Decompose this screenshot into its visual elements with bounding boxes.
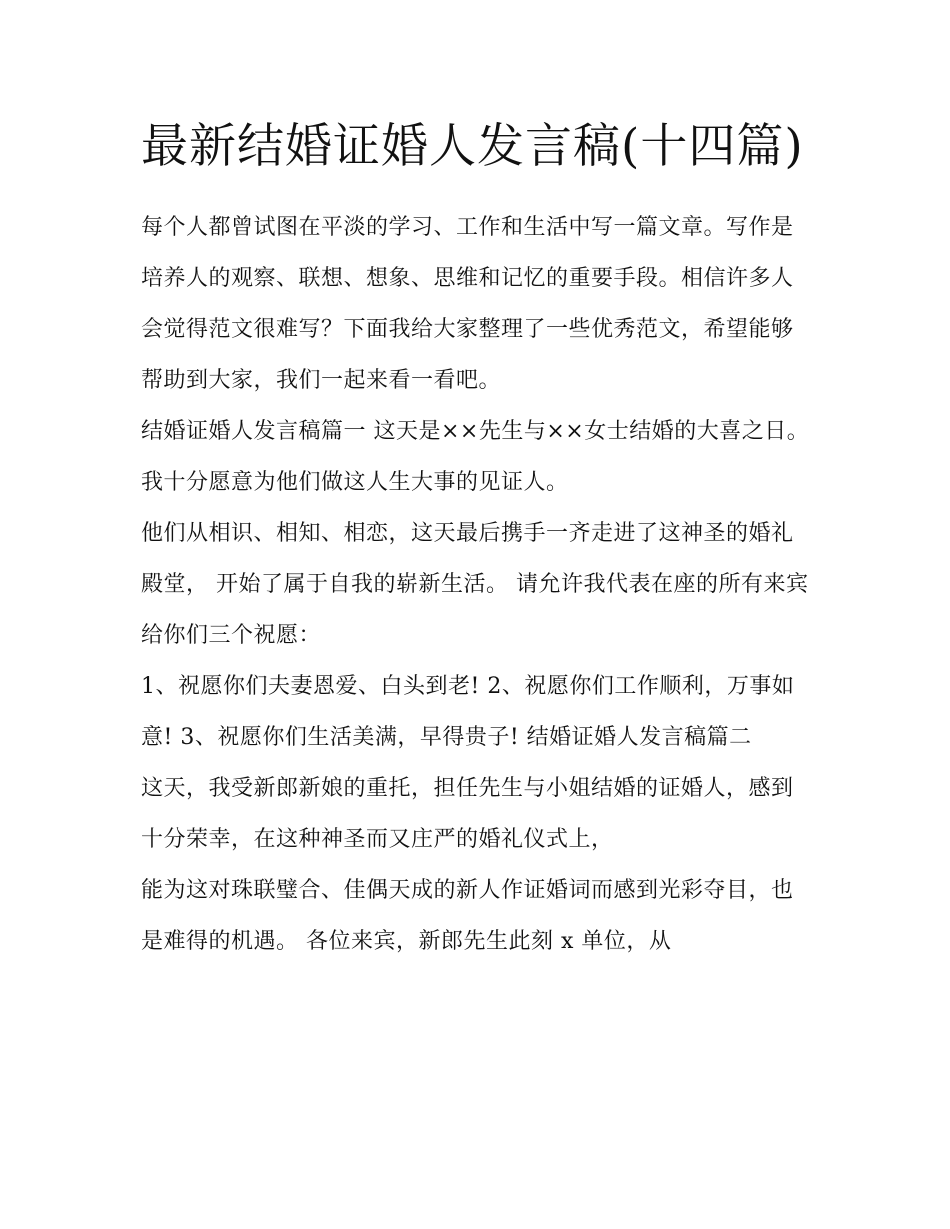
paragraph-speech-one-body: 他们从相识、相知、相恋，这天最后携手一齐走进了这神圣的婚礼殿堂， 开始了属于自我的崭新生活。 请允许我代表在座的所有来宾给你们三个祝愿： xyxy=(141,521,809,648)
paragraph-speech-two-opening: 这天，我受新郎新娘的重托，担任先生与小姐结婚的证婚人，感到十分荣幸，在这种神圣而又庄严的婚礼仪式上， xyxy=(141,776,794,852)
paragraph-intro: 每个人都曾试图在平淡的学习、工作和生活中写一篇文章。写作是培养人的观察、联想、想象、思维和记忆的重要手段。相信许多人会觉得范文很难写？下面我给大家整理了一些优秀范文，希望能够帮助到大家，我们一起来看一看吧。 xyxy=(141,215,794,393)
document-body xyxy=(141,112,813,967)
document-title: 最新结婚证婚人发言稿(十四篇) xyxy=(141,119,804,174)
paragraph-wishes: 1、祝愿你们夫妻恩爱、白头到老! 2、祝愿你们工作顺利，万事如意! 3、祝愿你们生活美满，早得贵子! 结婚证婚人发言稿篇二 xyxy=(141,674,795,750)
paragraph-speech-one-opening: 结婚证婚人发言稿篇一 这天是××先生与××女士结婚的大喜之日。 我十分愿意为他们做这人生大事的见证人。 xyxy=(141,419,810,495)
paragraph-speech-two-body: 能为这对珠联璧合、佳偶天成的新人作证婚词而感到光彩夺目，也是难得的机遇。 各位来宾，新郎先生此刻 x 单位，从 xyxy=(141,878,794,954)
